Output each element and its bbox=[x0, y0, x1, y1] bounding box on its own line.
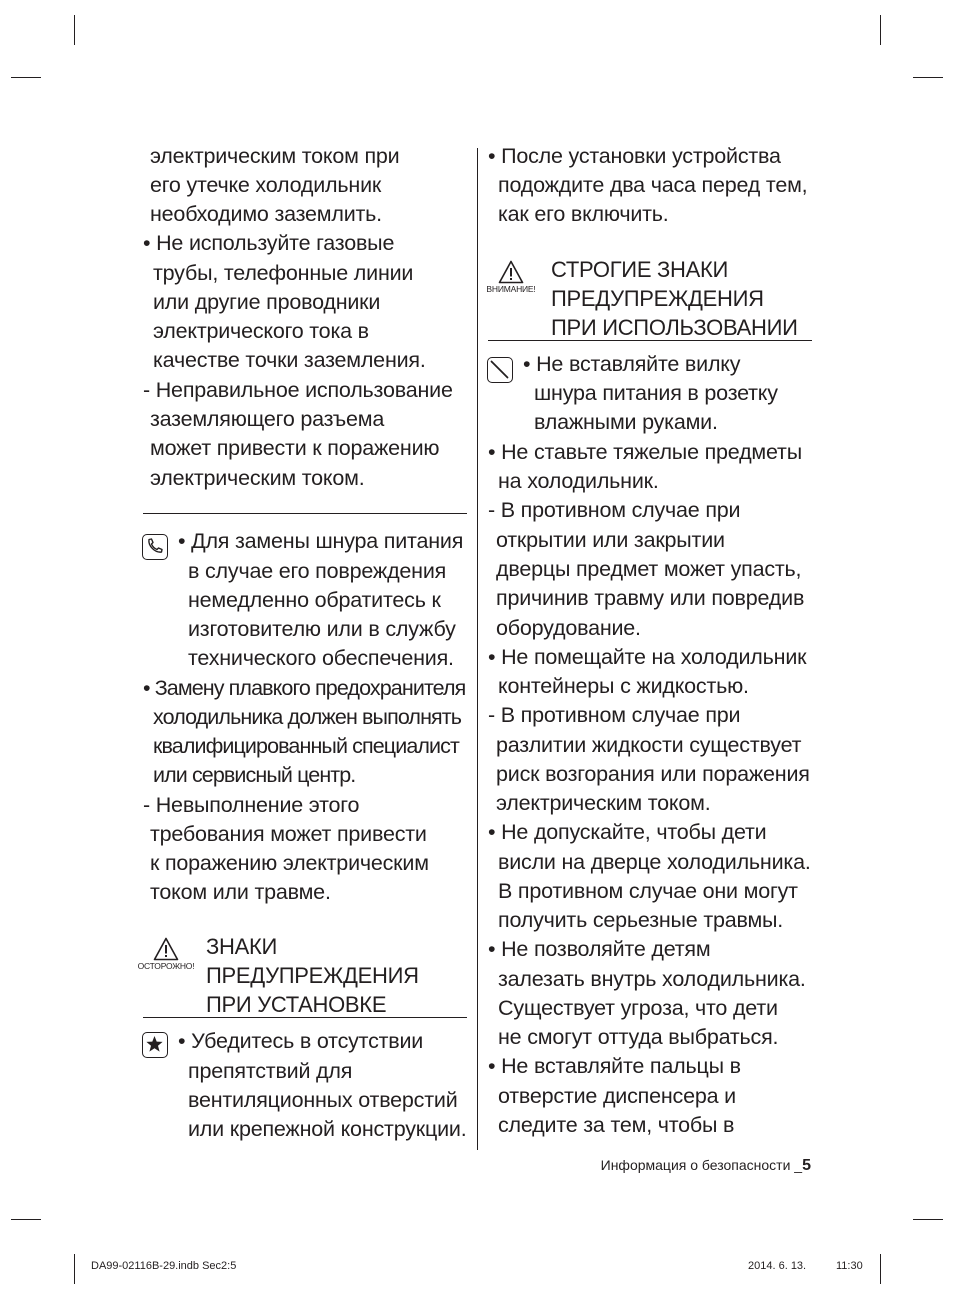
text-line: разлитии жидкости существует bbox=[496, 733, 802, 757]
no-entry-icon bbox=[487, 357, 513, 383]
caution-label: ОСТОРОЖНО! bbox=[137, 961, 195, 971]
warning-label: ВНИМАНИЕ! bbox=[486, 284, 536, 294]
section-rule bbox=[143, 513, 467, 514]
print-file-info: DA99-02116B-29.indb Sec2:5 bbox=[91, 1260, 237, 1272]
footer-section-label: Информация о безопасности _ bbox=[600, 1157, 803, 1173]
bullet-line: • Не позволяйте детям bbox=[488, 937, 711, 961]
text-line: на холодильник. bbox=[498, 469, 659, 493]
heading-line: ПРИ ИСПОЛЬЗОВАНИИ bbox=[551, 315, 798, 340]
bullet-line: • После установки устройства bbox=[488, 144, 781, 168]
heading-line: ПРИ УСТАНОВКЕ bbox=[206, 992, 387, 1017]
heading-line: СТРОГИЕ ЗНАКИ bbox=[551, 257, 728, 282]
heading-rule bbox=[143, 1017, 467, 1018]
text-line: или сервисный центр. bbox=[153, 763, 356, 787]
crop-mark bbox=[913, 1219, 943, 1220]
text-line: отверстие диспенсера и bbox=[498, 1084, 736, 1108]
text-line: током или травме. bbox=[150, 880, 331, 904]
crop-mark bbox=[11, 77, 41, 78]
text-line: препятствий для bbox=[188, 1059, 353, 1083]
bullet-line: • Не используйте газовые bbox=[143, 231, 395, 255]
text-line: оборудование. bbox=[496, 616, 641, 640]
crop-mark bbox=[913, 77, 943, 78]
text-line: вентиляционных отверстий bbox=[188, 1088, 458, 1112]
text-line: немедленно обратитесь к bbox=[188, 588, 441, 612]
warning-triangle-icon bbox=[498, 260, 524, 284]
text-line: получить серьезные травмы. bbox=[498, 908, 784, 932]
text-line: дверцы предмет может упасть, bbox=[496, 557, 802, 581]
text-line: электрическим током. bbox=[150, 466, 365, 490]
text-line: Существует угроза, что дети bbox=[498, 996, 778, 1020]
caution-icon bbox=[136, 937, 196, 971]
crop-mark bbox=[11, 1219, 41, 1220]
text-line: открытии или закрытии bbox=[496, 528, 725, 552]
bullet-line: • Замену плавкого предохранителя bbox=[143, 676, 466, 700]
column-divider bbox=[477, 148, 478, 1150]
bullet-line: • Для замены шнура питания bbox=[178, 529, 464, 553]
text-line: контейнеры с жидкостью. bbox=[498, 674, 749, 698]
text-line: трубы, телефонные линии bbox=[153, 261, 414, 285]
text-line: подождите два часа перед тем, bbox=[498, 173, 808, 197]
heading-line: ЗНАКИ bbox=[206, 934, 277, 959]
crop-mark bbox=[880, 1254, 881, 1284]
text-line: или другие проводники bbox=[153, 290, 381, 314]
bullet-line: • Не помещайте на холодильник bbox=[488, 645, 807, 669]
phone-icon bbox=[142, 534, 168, 560]
text-line: следите за тем, чтобы в bbox=[498, 1113, 735, 1137]
text-line: электрического тока в bbox=[153, 319, 369, 343]
warning-triangle-icon bbox=[153, 937, 179, 961]
text-line: квалифицированный специалист bbox=[153, 734, 459, 758]
bullet-line: • Не вставляйте вилку bbox=[523, 352, 741, 376]
text-line: его утечке холодильник bbox=[150, 173, 382, 197]
text-line: как его включить. bbox=[498, 202, 669, 226]
text-line: риск возгорания или поражения bbox=[496, 762, 810, 786]
text-line: заземляющего разъема bbox=[150, 407, 385, 431]
text-line: причинив травму или повредив bbox=[496, 586, 805, 610]
warning-icon bbox=[481, 260, 541, 294]
text-line: В противном случае они могут bbox=[498, 879, 798, 903]
text-line: влажными руками. bbox=[534, 410, 718, 434]
text-line: залезать внутрь холодильника. bbox=[498, 967, 806, 991]
heading-line: ПРЕДУПРЕЖДЕНИЯ bbox=[551, 286, 764, 311]
page-number: 5 bbox=[802, 1157, 811, 1174]
text-line: висли на дверце холодильника. bbox=[498, 850, 811, 874]
text-line: холодильника должен выполнять bbox=[153, 705, 462, 729]
print-date: 2014. 6. 13. bbox=[748, 1260, 807, 1272]
dash-line: - В противном случае при bbox=[488, 703, 741, 727]
page-footer bbox=[601, 1156, 811, 1175]
text-line: к поражению электрическим bbox=[150, 851, 429, 875]
crop-mark bbox=[74, 15, 75, 45]
crop-mark bbox=[880, 15, 881, 45]
bullet-line: • Не ставьте тяжелые предметы bbox=[488, 440, 802, 464]
text-line: может привести к поражению bbox=[150, 436, 440, 460]
text-line: необходимо заземлить. bbox=[150, 202, 382, 226]
text-line: или крепежной конструкции. bbox=[188, 1117, 467, 1141]
bullet-line: • Не вставляйте пальцы в bbox=[488, 1054, 741, 1078]
dash-line: - В противном случае при bbox=[488, 498, 741, 522]
text-line: технического обеспечения. bbox=[188, 646, 454, 670]
bullet-line: • Убедитесь в отсутствии bbox=[178, 1029, 424, 1053]
print-time: 11:30 bbox=[836, 1260, 863, 1272]
text-line: требования может привести bbox=[150, 822, 427, 846]
crop-mark bbox=[74, 1254, 75, 1284]
text-line: в случае его повреждения bbox=[188, 559, 447, 583]
heading-rule bbox=[488, 340, 812, 341]
text-line: электрическим током. bbox=[496, 791, 711, 815]
text-line: не смогут оттуда выбраться. bbox=[498, 1025, 779, 1049]
bullet-line: • Не допускайте, чтобы дети bbox=[488, 820, 767, 844]
dash-line: - Неправильное использование bbox=[143, 378, 453, 402]
star-icon bbox=[142, 1032, 168, 1058]
text-line: электрическим током при bbox=[150, 144, 400, 168]
text-line: шнура питания в розетку bbox=[534, 381, 778, 405]
dash-line: - Невыполнение этого bbox=[143, 793, 360, 817]
text-line: качестве точки заземления. bbox=[153, 348, 426, 372]
text-line: изготовителю или в службу bbox=[188, 617, 456, 641]
heading-line: ПРЕДУПРЕЖДЕНИЯ bbox=[206, 963, 419, 988]
